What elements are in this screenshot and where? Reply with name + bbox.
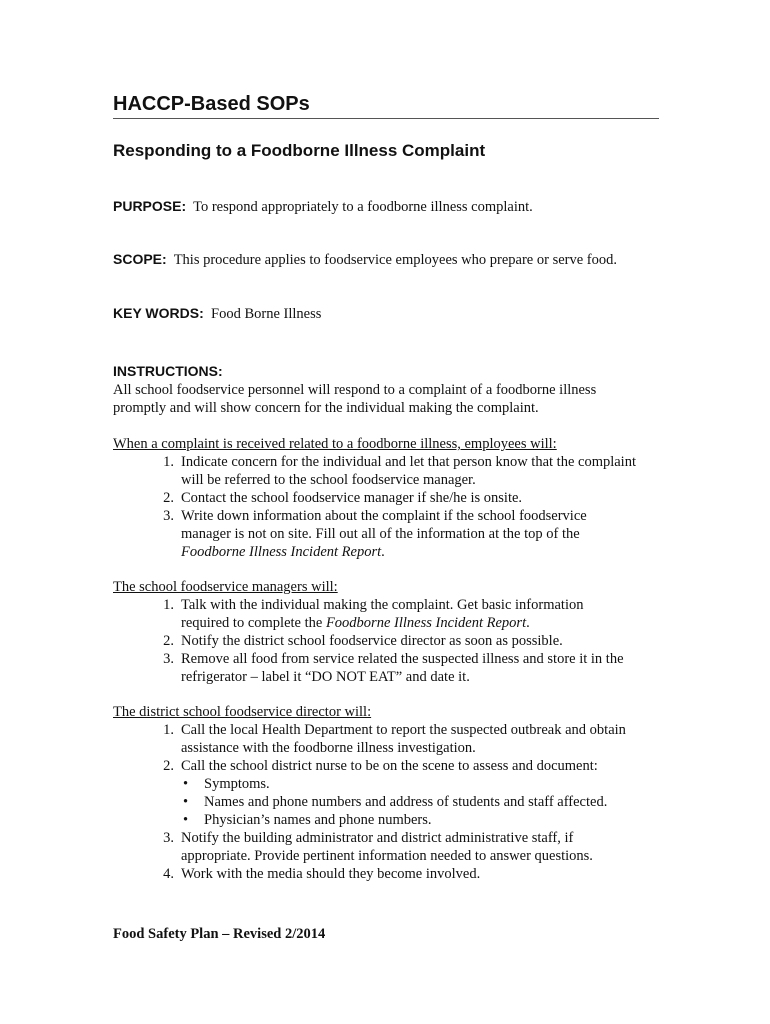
list-item-text: Notify the district school foodservice director as soon as possible. [181,633,563,649]
list-item-number: 2. [163,758,174,774]
list-item-text: refrigerator – label it “DO NOT EAT” and date it. [181,669,470,685]
list-item-number: 2. [163,633,174,649]
list-item-text: Notify the building administrator and district administrative staff, if [181,830,574,846]
list-item-text: Work with the media should they become involved. [181,866,481,882]
keywords-text: Food Borne Illness [211,306,322,322]
page-title: HACCP-Based SOPs [113,93,310,115]
list-item-text [181,614,530,632]
list-item-text: Contact the school foodservice manager if she/he is onsite. [181,490,523,506]
list-item-text: Call the local Health Department to report the suspected outbreak and obtain [181,722,626,738]
list-item-text: Talk with the individual making the complaint. Get basic information [181,597,584,613]
bullet-icon: • [183,794,189,810]
bullet-text: Names and phone numbers and address of students and staff affected. [204,794,608,810]
list-item-text: manager is not on site. Fill out all of the information at the top of the [181,526,580,542]
purpose-label: PURPOSE: [113,198,187,214]
scope-text: This procedure applies to foodservice employees who prepare or serve food. [173,252,617,268]
managers-heading: The school foodservice managers will: [113,579,338,595]
scope-section [113,250,617,269]
list-item-number: 2. [163,490,174,506]
list-item-text: Write down information about the complaint if the school foodservice [181,508,587,524]
bullet-icon: • [183,812,189,828]
instructions-label: INSTRUCTIONS: [113,363,223,379]
list-item-number: 3. [163,508,174,524]
list-item-number: 1. [163,722,174,738]
period: . [526,615,530,631]
list-item-number: 3. [163,830,174,846]
title-divider [113,118,659,119]
list-item-text: assistance with the foodborne illness investigation. [181,740,476,756]
list-item-text: Call the school district nurse to be on the scene to assess and document: [181,758,598,774]
page-footer: Food Safety Plan – Revised 2/2014 [113,926,326,942]
list-item-text: appropriate. Provide pertinent information needed to answer questions. [181,848,593,864]
bullet-text: Physician’s names and phone numbers. [204,812,432,828]
list-item-number: 3. [163,651,174,667]
keywords-label: KEY WORDS: [113,305,204,321]
scope-label: SCOPE: [113,251,167,267]
list-item-text [181,543,385,561]
text-segment: required to complete the [181,615,326,631]
report-title-italic: Foodborne Illness Incident Report [181,544,382,560]
director-heading: The district school foodservice director will: [113,704,372,720]
purpose-text: To respond appropriately to a foodborne illness complaint. [193,199,533,215]
list-item-text: Indicate concern for the individual and let that person know that the complaint [181,454,636,470]
instructions-intro-line-2: promptly and will show concern for the individual making the complaint. [113,400,539,416]
list-item-text: will be referred to the school foodservice manager. [181,472,476,488]
list-item-text: Remove all food from service related the suspected illness and store it in the [181,651,624,667]
list-item-number: 1. [163,454,174,470]
bullet-text: Symptoms. [204,776,270,792]
employees-heading: When a complaint is received related to a foodborne illness, employees will: [113,436,557,452]
list-item-number: 1. [163,597,174,613]
period: . [381,544,385,560]
instructions-intro-line-1: All school foodservice personnel will respond to a complaint of a foodborne illness [113,382,597,398]
keywords-section [113,304,321,323]
bullet-icon: • [183,776,189,792]
list-item-number: 4. [163,866,174,882]
report-title-italic: Foodborne Illness Incident Report [325,615,527,631]
purpose-section [113,197,533,216]
page-subtitle: Responding to a Foodborne Illness Complaint [113,141,486,160]
